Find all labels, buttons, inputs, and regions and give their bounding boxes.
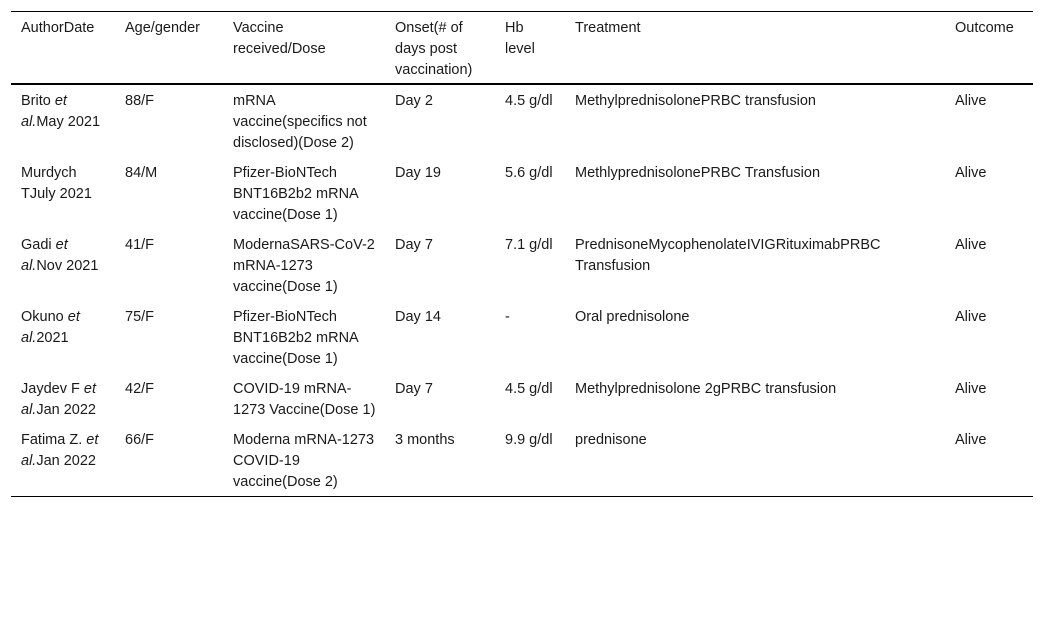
author-name: Gadi (21, 237, 52, 253)
cell-vaccine: Pfizer-BioNTech BNT16B2b2 mRNA vaccine(Dose 1) (233, 309, 358, 367)
case-table (11, 11, 1033, 497)
cell-treatment: Oral prednisolone (575, 309, 690, 325)
author-date: Jan 2022 (36, 402, 96, 418)
cell-vaccine: Pfizer-BioNTech BNT16B2b2 mRNA vaccine(Dose 1) (233, 165, 358, 223)
cell-onset: Day 2 (395, 93, 433, 109)
cell-hb: 7.1 g/dl (505, 237, 553, 253)
table-row (11, 229, 1033, 301)
cell-onset: Day 7 (395, 237, 433, 253)
cell-age-gender: 75/F (125, 309, 155, 325)
header-hb-level: Hb level (495, 12, 565, 85)
author-name: Brito (21, 93, 51, 109)
author-name: Jaydev F (21, 381, 80, 397)
cell-author (11, 301, 115, 373)
author-etal: et al. (21, 93, 67, 130)
cell-treatment: MethylprednisolonePRBC transfusion (575, 93, 816, 109)
header-vaccine: Vaccine received/Dose (223, 12, 385, 85)
table-header (11, 12, 1033, 85)
cell-hb: 5.6 g/dl (505, 165, 553, 181)
cell-treatment: Methylprednisolone 2gPRBC transfusion (575, 381, 837, 397)
header-onset: Onset(# of days post vaccination) (385, 12, 495, 85)
cell-vaccine: mRNA vaccine(specifics not disclosed)(Dose 2) (233, 93, 367, 151)
cell-author (11, 157, 115, 229)
cell-outcome: Alive (955, 237, 987, 253)
cell-author (11, 373, 115, 424)
cell-author (11, 229, 115, 301)
cell-outcome: Alive (955, 165, 987, 181)
author-date: uly 2021 (37, 186, 92, 202)
header-treatment: Treatment (565, 12, 945, 85)
cell-outcome: Alive (955, 93, 987, 109)
table-row (11, 301, 1033, 373)
cell-treatment: prednisone (575, 432, 647, 448)
cell-age-gender: 42/F (125, 381, 155, 397)
cell-hb: - (505, 309, 510, 325)
author-etal: et al. (21, 432, 99, 469)
cell-vaccine: COVID-19 mRNA-1273 Vaccine(Dose 1) (233, 381, 376, 418)
cell-author (11, 84, 115, 157)
author-name: Murdych TJ (21, 165, 77, 202)
cell-treatment: MethlyprednisolonePRBC Transfusion (575, 165, 821, 181)
table-row (11, 84, 1033, 157)
author-name: Fatima Z. (21, 432, 83, 448)
cell-hb: 4.5 g/dl (505, 93, 553, 109)
cell-onset: Day 19 (395, 165, 441, 181)
table-row (11, 157, 1033, 229)
table-row (11, 373, 1033, 424)
author-date: May 2021 (36, 114, 101, 130)
author-date: 2021 (36, 330, 69, 346)
cell-outcome: Alive (955, 432, 987, 448)
author-etal: et al. (21, 309, 80, 346)
cell-treatment: PrednisoneMycophenolateIVIGRituximabPRBC Transfusion (575, 237, 881, 274)
cell-vaccine: ModernaSARS-CoV-2 mRNA-1273 vaccine(Dose 1) (233, 237, 375, 295)
table-body (11, 84, 1033, 497)
author-date: Nov 2021 (36, 258, 99, 274)
header-age-gender: Age/gender (115, 12, 223, 85)
author-date: Jan 2022 (36, 453, 96, 469)
author-name: Okuno (21, 309, 64, 325)
cell-onset: Day 7 (395, 381, 433, 397)
cell-age-gender: 88/F (125, 93, 155, 109)
header-author-date: AuthorDate (11, 12, 115, 85)
author-etal: et al. (21, 237, 68, 274)
cell-hb: 4.5 g/dl (505, 381, 553, 397)
cell-age-gender: 84/M (125, 165, 158, 181)
cell-hb: 9.9 g/dl (505, 432, 553, 448)
header-row (11, 12, 1033, 85)
cell-onset: Day 14 (395, 309, 441, 325)
cell-onset: 3 months (395, 432, 455, 448)
cell-author (11, 424, 115, 497)
cell-vaccine: Moderna mRNA-1273 COVID-19 vaccine(Dose 2) (233, 432, 375, 490)
cell-age-gender: 66/F (125, 432, 155, 448)
cell-outcome: Alive (955, 381, 987, 397)
table-row (11, 424, 1033, 497)
cell-outcome: Alive (955, 309, 987, 325)
cell-age-gender: 41/F (125, 237, 155, 253)
header-outcome: Outcome (945, 12, 1033, 85)
author-etal: et al. (21, 381, 96, 418)
